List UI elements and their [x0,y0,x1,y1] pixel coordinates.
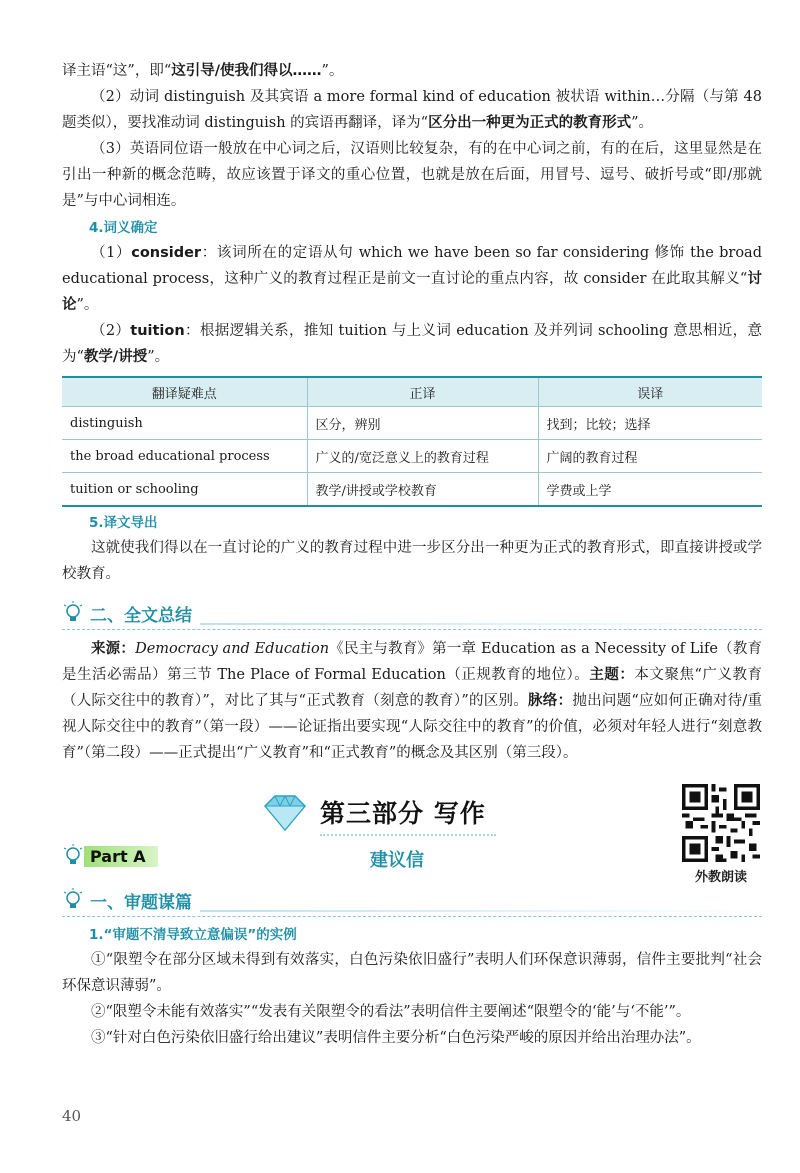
translation-table [62,376,762,507]
part-a-row [62,844,158,868]
section-review-header [62,884,762,917]
paragraph-appositive: （3）英语同位语一般放在中心词之后，汉语则比较复杂，有的在中心词之前，有的在后，这里显然是在引出一种新的概念范畴，故应该置于译文的重心位置，也就是放在后面，用冒号、逗号、破折号或“即/那就是”与中心词相连。 [62,141,762,209]
table-cell: 学费或上学 [538,473,762,507]
table-cell: 教学/讲授或学校教育 [307,473,538,507]
list-item: ②“限塑令未能有效落实”“发表有关限塑令的看法”表明信件主要阐述“限塑令的‘能’与‘不能’”。 [91,1004,691,1020]
list-item: ③“针对白色污染依旧盛行给出建议”表明信件主要分析“白色污染严峻的原因并给出治理办法”。 [91,1030,701,1046]
qr-label: 外教朗读 [694,870,747,885]
section-title: 一、审题谋篇 [90,892,192,913]
qr-code-icon[interactable] [682,784,760,862]
section-divider [200,910,762,912]
letter-type-title: 建议信 [370,850,424,871]
part-three-banner [62,784,762,884]
heading-word-meaning: 4.词义确定 [89,220,158,236]
table-cell: the broad educational process [62,440,307,473]
heading-review-example: 1.“审题不清导致立意偏误”的实例 [89,927,297,943]
table-cell: 找到；比较；选择 [538,407,762,440]
table-cell: tuition or schooling [62,473,307,507]
table-header: 误译 [538,377,762,407]
title-underline [320,832,496,836]
part-title: 第三部分 写作 [320,799,486,828]
heading-translation-output: 5.译文导出 [89,515,158,531]
table-row [62,473,762,507]
lightbulb-icon [62,888,84,912]
table-header: 正译 [307,377,538,407]
section-summary-header [62,597,762,630]
page-content [62,58,762,1051]
lightbulb-icon [62,844,84,868]
table-cell: 广阔的教育过程 [538,440,762,473]
table-header-row [62,377,762,407]
paragraph-distinguish: （2）动词 distinguish 及其宾语 a more formal kind of education 被状语 within…分隔（与第 48 题类似），要找准动词 distinguish 的宾语再翻译，译为“区分出一种更为正式的教育形式”。 [62,89,762,131]
part-a-tag: Part A [84,846,158,867]
paragraph-subject: 译主语“这”，即“这引导/使我们得以……”。 [62,63,344,79]
table-row [62,407,762,440]
list-item: ①“限塑令在部分区域未得到有效落实，白色污染依旧盛行”表明人们环保意识薄弱，信件主要批判“社会环保意识薄弱”。 [62,952,762,994]
diamond-icon [259,792,311,832]
table-cell: distinguish [62,407,307,440]
section-title: 二、全文总结 [90,605,192,626]
table-header: 翻译疑难点 [62,377,307,407]
table-cell: 区分，辨别 [307,407,538,440]
section-divider [200,623,762,625]
paragraph-summary: 来源：Democracy and Education《民主与教育》第一章 Education as a Necessity of Life（教育是生活必需品）第三节 The Place of Formal Education（正规教育的地位）。主题：本文聚焦“广义教育（人际交往中的教育）”，对比了其与“正式教育（刻意的教育）”的区别。脉络：抛出问题“应如何正确对待/重视人际交往中的教育”（第一段）——论证指出要实现“人际交往中的教育”的价值，必须对年轻人进行“刻意教育”（第二段）——正式提出“广义教育”和“正式教育”的概念及其区别（第三段）。 [62,641,763,761]
paragraph-consider: （1）consider：该词所在的定语从句 which we have been so far considering 修饰 the broad educational process，这种广义的教育过程正是前文一直讨论的重点内容，故 consider 在此取其解义“讨论”。 [62,245,763,313]
table-row [62,440,762,473]
paragraph-translation-output: 这就使我们得以在一直讨论的广义的教育过程中进一步区分出一种更为正式的教育形式，即直接讲授或学校教育。 [62,540,762,582]
table-cell: 广义的/宽泛意义上的教育过程 [307,440,538,473]
paragraph-tuition: （2）tuition：根据逻辑关系，推知 tuition 与上义词 education 及并列词 schooling 意思相近，意为“教学/讲授”。 [62,323,762,365]
page-number: 40 [62,1107,82,1125]
lightbulb-icon [62,601,84,625]
